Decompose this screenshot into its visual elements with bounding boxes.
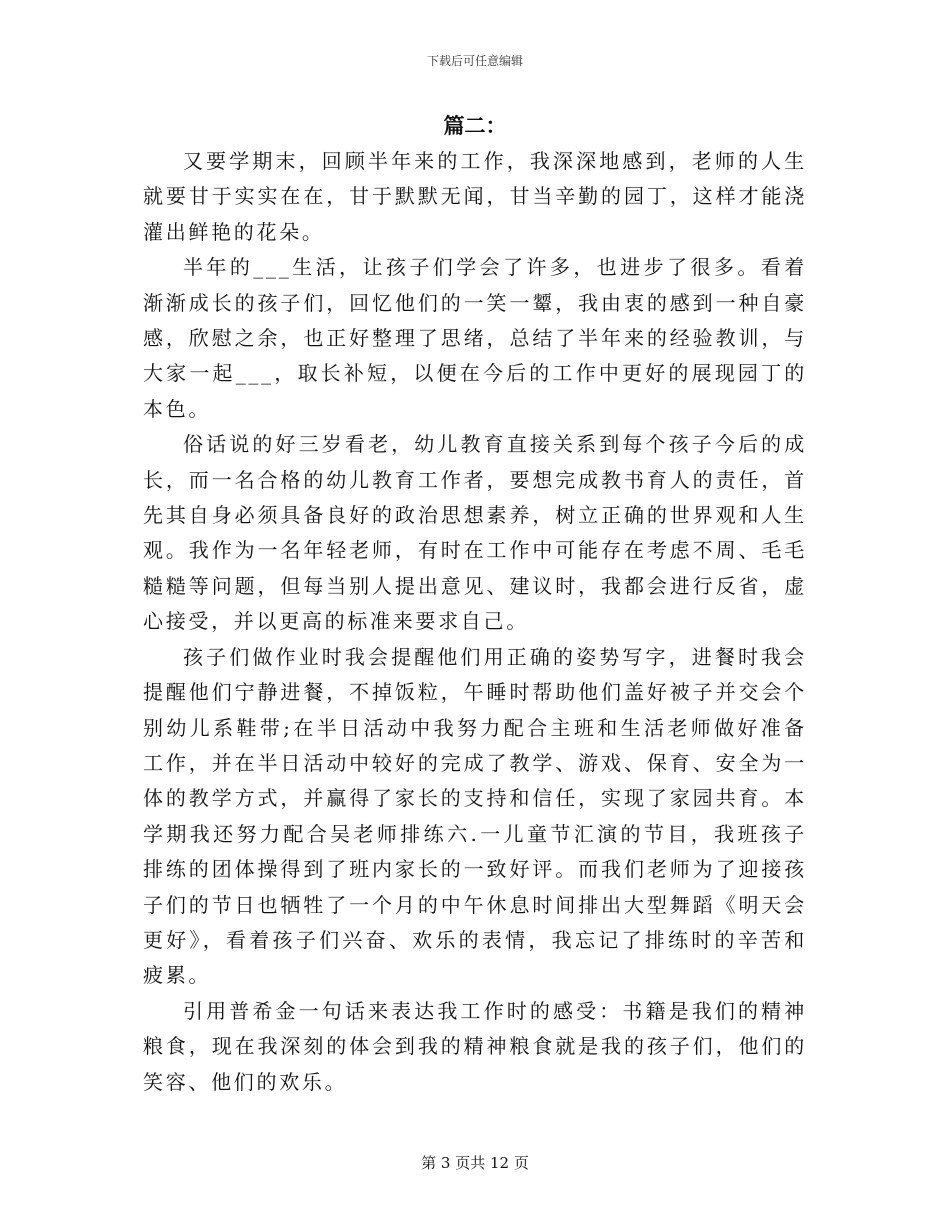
page-number-footer: 第 3 页共 12 页	[421, 1154, 529, 1172]
paragraph: 又要学期末，回顾半年来的工作，我深深地感到，老师的人生就要甘于实实在在，甘于默默无闻，甘当辛勤的园丁，这样才能浇灌出鲜艳的花朵。	[143, 149, 807, 244]
section-title: 篇二：	[443, 113, 507, 138]
paragraph: 俗话说的好三岁看老，幼儿教育直接关系到每个孩子今后的成长，而一名合格的幼儿教育工作者，要想完成教书育人的责任，首先其自身必须具备良好的政治思想素养，树立正确的世界观和人生观。我作为一名年轻老师，有时在工作中可能存在考虑不周、毛毛糙糙等问题，但每当别人提出意见、建议时，我都会进行反省，虚心接受，并以更高的标准来要求自己。	[143, 432, 807, 634]
paragraph: 孩子们做作业时我会提醒他们用正确的姿势写字，进餐时我会提醒他们宁静进餐，不掉饭粒，午睡时帮助他们盖好被子并交会个别幼儿系鞋带;在半日活动中我努力配合主班和生活老师做好准备工作，并在半日活动中较好的完成了教学、游戏、保育、安全为一体的教学方式，并赢得了家长的支持和信任，实现了家园共育。本学期我还努力配合吴老师排练六.一儿童节汇演的节目，我班孩子排练的团体操得到了班内家长的一致好评。而我们老师为了迎接孩子们的节日也牺牲了一个月的中午休息时间排出大型舞蹈《明天会更好》，看着孩子们兴奋、欢乐的表情，我忘记了排练时的辛苦和疲累。	[143, 644, 807, 988]
paragraph: 引用普希金一句话来表达我工作时的感受：书籍是我们的精神粮食，现在我深刻的体会到我的精神粮食就是我的孩子们，他们的笑容、他们的欢乐。	[143, 998, 807, 1094]
paragraph: 半年的___生活，让孩子们学会了许多，也进步了很多。看着渐渐成长的孩子们，回忆他们的一笑一颦，我由衷的感到一种自豪感，欣慰之余，也正好整理了思绪，总结了半年来的经验教训，与大家一起___，取长补短，以便在今后的工作中更好的展现园丁的本色。	[143, 255, 807, 421]
document-body	[143, 108, 807, 1100]
header-note: 下载后可任意编辑	[426, 54, 523, 68]
